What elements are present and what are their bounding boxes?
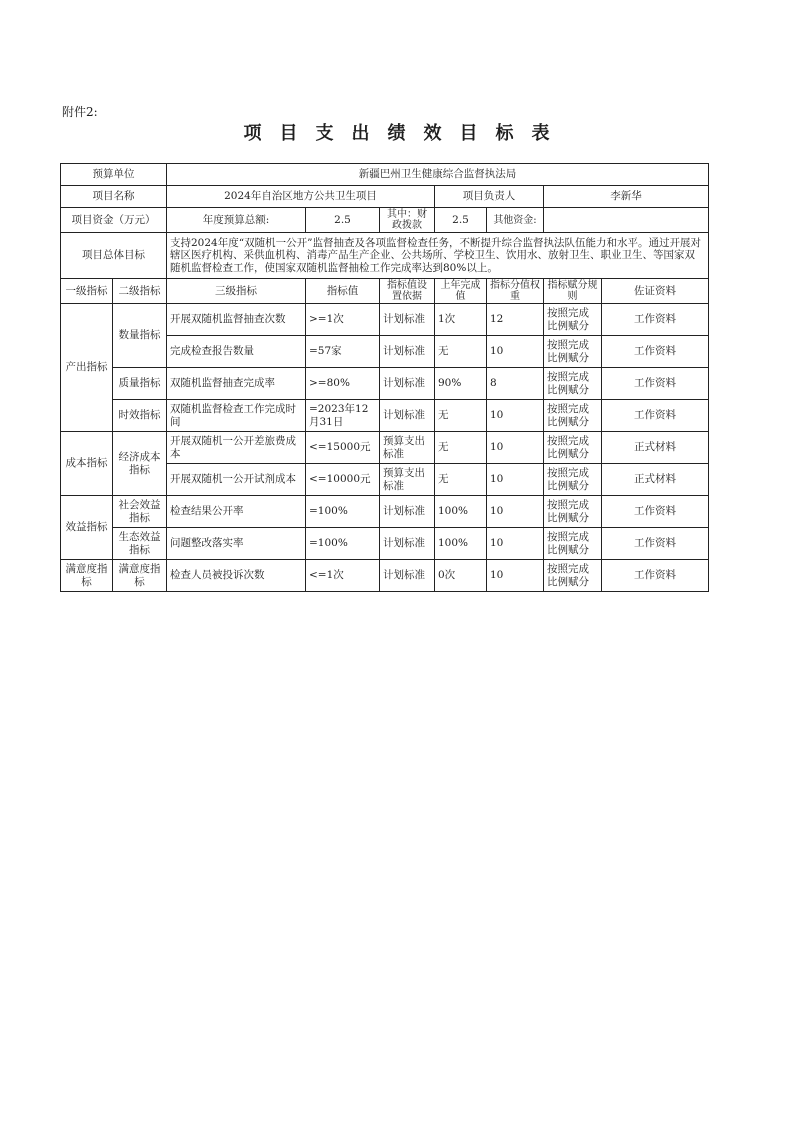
indicator-name: 开展双随机一公开试剂成本 (167, 464, 306, 496)
last-year-value: 无 (435, 464, 487, 496)
indicator-name: 双随机监督抽查完成率 (167, 368, 306, 400)
level2-ecological-benefit: 生态效益指标 (113, 528, 167, 560)
indicator-name: 开展双随机监督抽查次数 (167, 304, 306, 336)
last-year-value: 100% (435, 528, 487, 560)
level2-quantity: 数量指标 (113, 304, 167, 368)
indicator-value: =2023年12月31日 (306, 400, 380, 432)
scoring-rule: 按照完成比例赋分 (544, 368, 602, 400)
indicator-basis: 计划标准 (380, 368, 435, 400)
indicator-name: 检查结果公开率 (167, 496, 306, 528)
indicator-value: <=15000元 (306, 432, 380, 464)
level2-economic-cost: 经济成本指标 (113, 432, 167, 496)
header-cell: 指标值 (306, 279, 380, 304)
info-row-goal (61, 233, 709, 279)
last-year-value: 1次 (435, 304, 487, 336)
indicator-value: =100% (306, 528, 380, 560)
evidence: 工作资料 (602, 560, 709, 592)
indicator-basis: 预算支出标准 (380, 432, 435, 464)
header-cell: 指标分值权重 (487, 279, 544, 304)
last-year-value: 0次 (435, 560, 487, 592)
evidence: 工作资料 (602, 368, 709, 400)
scoring-rule: 按照完成比例赋分 (544, 464, 602, 496)
header-cell: 指标赋分规则 (544, 279, 602, 304)
header-row (61, 279, 709, 304)
project-name-label: 项目名称 (61, 186, 167, 208)
scoring-rule: 按照完成比例赋分 (544, 528, 602, 560)
scoring-rule: 按照完成比例赋分 (544, 560, 602, 592)
budget-unit-label: 预算单位 (61, 164, 167, 186)
table-row (61, 368, 709, 400)
indicator-basis: 计划标准 (380, 304, 435, 336)
fiscal-value: 2.5 (435, 208, 487, 233)
indicator-name: 问题整改落实率 (167, 528, 306, 560)
last-year-value: 无 (435, 400, 487, 432)
evidence: 工作资料 (602, 400, 709, 432)
budget-unit-value: 新疆巴州卫生健康综合监督执法局 (167, 164, 709, 186)
evidence: 工作资料 (602, 496, 709, 528)
last-year-value: 无 (435, 432, 487, 464)
indicator-value: <=10000元 (306, 464, 380, 496)
indicator-value: >=1次 (306, 304, 380, 336)
indicator-weight: 10 (487, 400, 544, 432)
level1-benefit: 效益指标 (61, 496, 113, 560)
evidence: 正式材料 (602, 464, 709, 496)
info-row-unit (61, 164, 709, 186)
level1-cost: 成本指标 (61, 432, 113, 496)
scoring-rule: 按照完成比例赋分 (544, 400, 602, 432)
page-title: 项目支出绩效目标表 (243, 123, 568, 144)
info-row-fund (61, 208, 709, 233)
indicator-value: <=1次 (306, 560, 380, 592)
level2-social-benefit: 社会效益指标 (113, 496, 167, 528)
info-row-project (61, 186, 709, 208)
evidence: 工作资料 (602, 528, 709, 560)
evidence: 工作资料 (602, 336, 709, 368)
indicator-weight: 10 (487, 432, 544, 464)
indicator-value: =57家 (306, 336, 380, 368)
indicator-basis: 计划标准 (380, 496, 435, 528)
annual-budget-value: 2.5 (306, 208, 380, 233)
indicator-weight: 10 (487, 560, 544, 592)
level2-satisfaction: 满意度指标 (113, 560, 167, 592)
table-row (61, 496, 709, 528)
header-cell: 指标值设置依据 (380, 279, 435, 304)
level1-output: 产出指标 (61, 304, 113, 432)
indicator-basis: 预算支出标准 (380, 464, 435, 496)
fund-label: 项目资金（万元） (61, 208, 167, 233)
other-fund-label: 其他资金: (487, 208, 544, 233)
table-row (61, 304, 709, 336)
indicator-name: 检查人员被投诉次数 (167, 560, 306, 592)
indicator-value: =100% (306, 496, 380, 528)
header-cell: 一级指标 (61, 279, 113, 304)
indicator-weight: 10 (487, 528, 544, 560)
last-year-value: 100% (435, 496, 487, 528)
level1-satisfaction: 满意度指标 (61, 560, 113, 592)
annual-budget-label: 年度预算总额: (167, 208, 306, 233)
indicator-weight: 10 (487, 464, 544, 496)
header-cell: 二级指标 (113, 279, 167, 304)
indicator-weight: 12 (487, 304, 544, 336)
goal-label: 项目总体目标 (61, 233, 167, 279)
scoring-rule: 按照完成比例赋分 (544, 336, 602, 368)
header-cell: 上年完成值 (435, 279, 487, 304)
table-row (61, 528, 709, 560)
other-fund-value (544, 208, 709, 233)
project-name-value: 2024年自治区地方公共卫生项目 (167, 186, 435, 208)
indicator-value: >=80% (306, 368, 380, 400)
indicator-name: 双随机监督检查工作完成时间 (167, 400, 306, 432)
evidence: 工作资料 (602, 304, 709, 336)
scoring-rule: 按照完成比例赋分 (544, 496, 602, 528)
project-leader-label: 项目负责人 (435, 186, 544, 208)
goal-text: 支持2024年度“双随机一公开”监督抽查及各项监督检查任务，不断提升综合监督执法队伍能力和水平。通过开展对辖区医疗机构、采供血机构、消毒产品生产企业、公共场所、学校卫生、饮用水、放射卫生、职业卫生、等国家双随机监督检查工作，使国家双随机监督抽检工作完成率达到80%以上。 (167, 233, 709, 279)
attachment-label: 附件2: (62, 105, 98, 119)
table-row (61, 432, 709, 464)
indicator-basis: 计划标准 (380, 400, 435, 432)
indicator-basis: 计划标准 (380, 336, 435, 368)
header-cell: 佐证资料 (602, 279, 709, 304)
scoring-rule: 按照完成比例赋分 (544, 432, 602, 464)
indicator-weight: 10 (487, 496, 544, 528)
last-year-value: 90% (435, 368, 487, 400)
table-row (61, 560, 709, 592)
last-year-value: 无 (435, 336, 487, 368)
indicator-basis: 计划标准 (380, 560, 435, 592)
project-leader-value: 李新华 (544, 186, 709, 208)
level2-timeliness: 时效指标 (113, 400, 167, 432)
performance-table (60, 163, 709, 592)
table-row (61, 400, 709, 432)
level2-quality: 质量指标 (113, 368, 167, 400)
indicator-weight: 10 (487, 336, 544, 368)
evidence: 正式材料 (602, 432, 709, 464)
indicator-name: 开展双随机一公开差旅费成本 (167, 432, 306, 464)
header-cell: 三级指标 (167, 279, 306, 304)
indicator-name: 完成检查报告数量 (167, 336, 306, 368)
indicator-weight: 8 (487, 368, 544, 400)
indicator-basis: 计划标准 (380, 528, 435, 560)
fiscal-label: 其中：财政拨款 (380, 208, 435, 233)
scoring-rule: 按照完成比例赋分 (544, 304, 602, 336)
